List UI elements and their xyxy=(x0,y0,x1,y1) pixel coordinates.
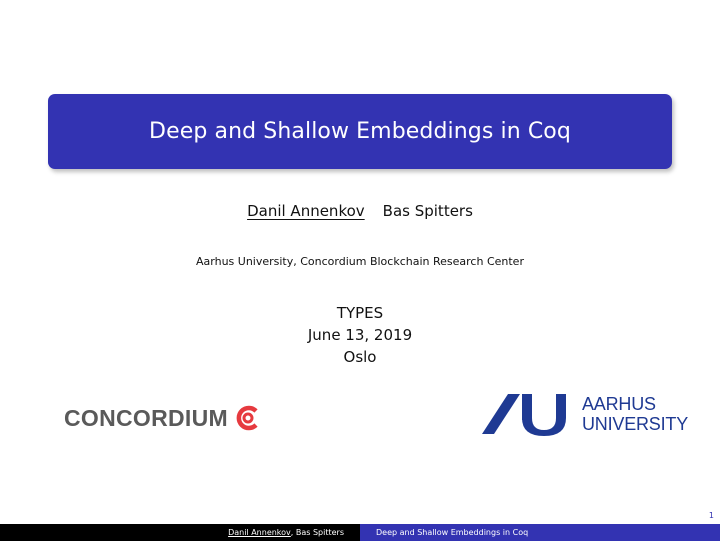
affiliation: Aarhus University, Concordium Blockchain Research Center xyxy=(196,255,524,268)
authors xyxy=(0,202,720,220)
footer-author-primary: Danil Annenkov xyxy=(228,528,291,537)
footer-authors xyxy=(0,524,360,541)
event-name: TYPES xyxy=(336,304,384,322)
page-number: 1 xyxy=(708,511,714,520)
footer-bar xyxy=(0,524,720,541)
footer-author-rest: , Bas Spitters xyxy=(290,528,344,537)
au-line-1: AARHUS xyxy=(582,394,656,414)
footer-title-text: Deep and Shallow Embeddings in Coq xyxy=(376,528,529,537)
event-info xyxy=(0,302,720,368)
au-wordmark xyxy=(582,394,688,434)
au-line-2: UNIVERSITY xyxy=(582,414,689,434)
slide-title: Deep and Shallow Embeddings in Coq xyxy=(149,119,571,144)
concordium-wordmark: CONCORDIUM xyxy=(64,404,228,431)
author-secondary: Bas Spitters xyxy=(382,202,473,220)
au-emblem-icon xyxy=(482,394,578,438)
footer-title xyxy=(360,524,720,541)
title-box xyxy=(48,94,672,169)
event-location: Oslo xyxy=(343,348,377,366)
event-date: June 13, 2019 xyxy=(307,326,413,344)
aarhus-university-logo xyxy=(482,392,692,444)
author-primary: Danil Annenkov xyxy=(247,202,365,220)
concordium-logo xyxy=(64,398,284,438)
concordium-c-icon xyxy=(234,404,262,432)
